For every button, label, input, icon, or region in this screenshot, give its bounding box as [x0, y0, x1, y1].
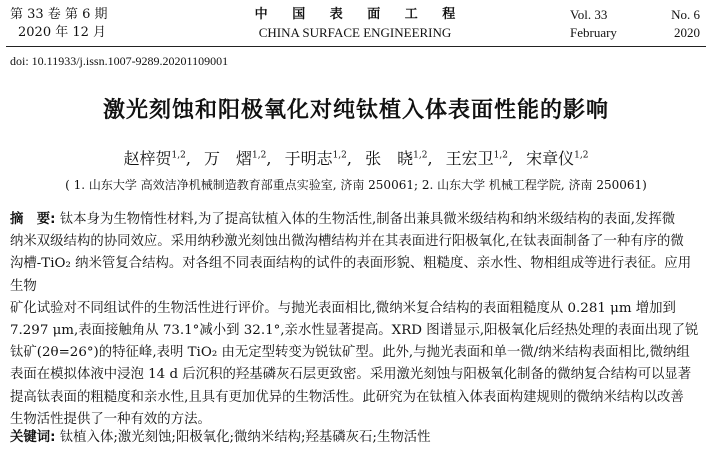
author: 张 晓$^{1,2}$, [365, 149, 433, 168]
number-en: No. 6 [671, 7, 700, 22]
author: 万 熠$^{1,2}$, [204, 149, 272, 168]
doi[interactable]: doi: 10.11933/j.issn.1007-9289.20201109001 [10, 54, 229, 68]
abstract-line: 表面在模拟体液中浸泡 14 d 后沉积的羟基磷灰石层更致密。采用激光刻蚀与阳极氧化制备的微纳复合结构可以显著 [10, 367, 692, 383]
abstract-line: 摘 要: 钛本身为生物惰性材料,为了提高钛植入体的生物活性,制备出兼具微米级结构和纳米级结构的表面,发挥微 [10, 212, 676, 227]
journal-header [10, 6, 700, 50]
affiliations: ( 1. 山东大学 高效洁净机械制造教育部重点实验室, 济南 250061; 2. 山东大学 机械工程学院, 济南 250061) [65, 178, 647, 192]
author-list [0, 146, 712, 169]
abstract-line: 矿化试验对不同组试件的生物活性进行评价。与抛光表面相比,微纳米复合结构的表面粗糙度从 0.281 μm 增加到 [10, 300, 676, 316]
abstract-line: 生物活性提供了一种有效的方法。 [10, 411, 211, 427]
author: 于明志$^{1,2}$, [284, 149, 352, 168]
paper-title: 激光刻蚀和阳极氧化对纯钛植入体表面性能的影响 [102, 98, 609, 123]
abstract-line: 纳米双级结构的协同效应。采用纳秒激光刻蚀出微沟槽结构并在其表面进行阳极氧化,在钛表面制备了一种有序的微 [10, 234, 684, 250]
journal-title-cn: 中 国 表 面 工 程 [254, 7, 466, 22]
abstract [10, 209, 702, 431]
year-en: 2020 [674, 25, 700, 40]
keywords-label: 关键词: [10, 430, 56, 445]
keywords [10, 428, 702, 448]
abstract-line: 沟槽-TiO₂ 纳米管复合结构。对各组不同表面结构的试件的表面形貌、粗糙度、亲水性、物相组成等进行表征。应用生物 [10, 256, 692, 294]
author: 赵梓贺$^{1,2}$, [123, 149, 191, 168]
volume-en: Vol. 33 [570, 7, 608, 22]
month-en: February [570, 25, 617, 40]
author: 王宏卫$^{1,2}$, [445, 149, 514, 168]
header-rule [6, 46, 706, 47]
abstract-line: 提高钛表面的粗糙度和亲水性,且具有更加优异的生物活性。此研究为在钛植入体表面构建规则的微纳米结构以改善 [10, 389, 684, 405]
date-cn: 2020 年 12 月 [18, 25, 107, 40]
keywords-text: 钛植入体;激光刻蚀;阳极氧化;微纳米结构;羟基磷灰石;生物活性 [59, 430, 431, 445]
abstract-line: 钛矿(2θ=26°)的特征峰,表明 TiO₂ 由无定型转变为锐钛矿型。此外,与抛光表面和单一微/纳米结构表面相比,微纳组 [10, 345, 690, 361]
abstract-line: 7.297 μm,表面接触角从 73.1°减小到 32.1°,亲水性显著提高。XRD 图谱显示,阳极氧化后经热处理的表面出现了锐 [10, 323, 699, 339]
author: 宋章仪$^{1,2}$ [526, 149, 589, 168]
volume-cn: 第 33 卷 第 6 期 [10, 7, 108, 22]
abstract-label: 摘 要: [10, 212, 56, 227]
issue-info-en [570, 6, 700, 42]
journal-title-en: CHINA SURFACE ENGINEERING [258, 25, 452, 40]
